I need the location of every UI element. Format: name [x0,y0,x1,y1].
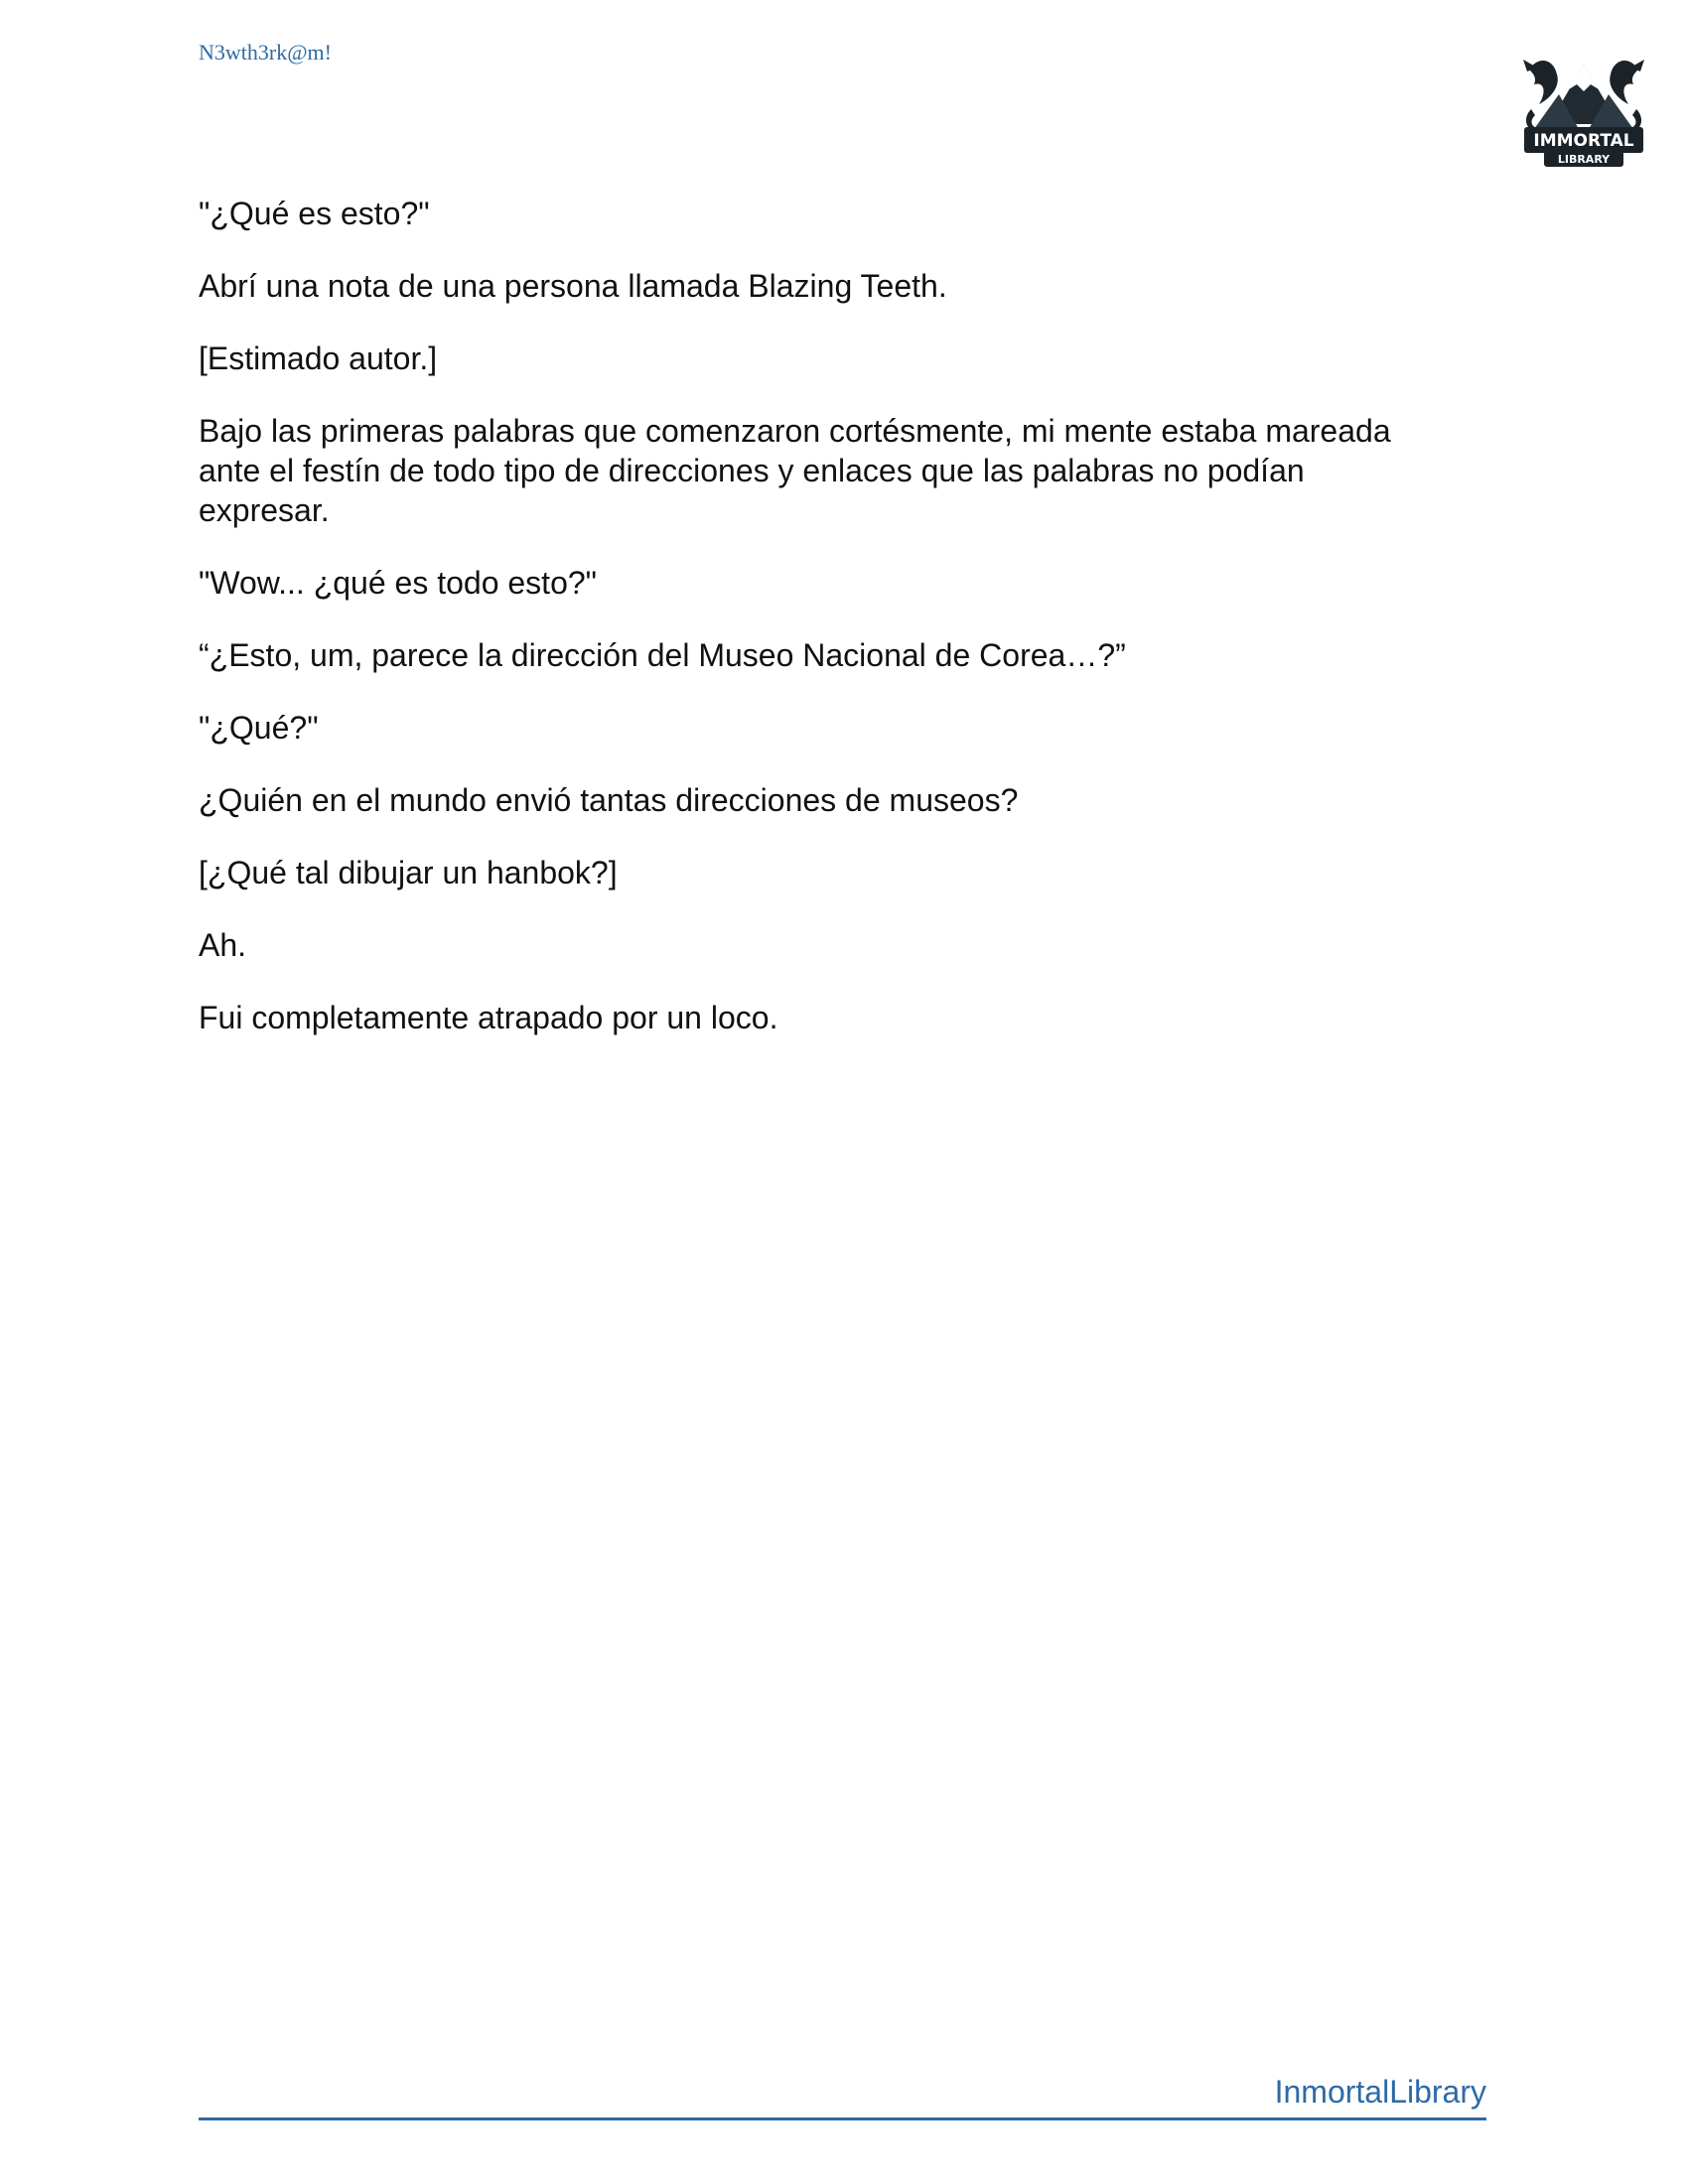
paragraph: Ah. [199,927,247,963]
paragraph: Fui completamente atrapado por un loco. [199,1000,778,1035]
immortal-library-logo [1509,30,1658,179]
paragraph: "¿Qué es esto?" [199,196,430,231]
logo-text-line1: IMMORTAL [1533,131,1634,151]
dragon-mountain-emblem-icon [1509,30,1658,179]
paragraph: Abrí una nota de una persona llamada Blazing Teeth. [199,268,947,304]
paragraph: “¿Esto, um, parece la dirección del Museo Nacional de Corea…?” [199,637,1126,673]
footer-site-link[interactable]: InmortalLibrary [1274,2074,1486,2110]
logo-text-line2: LIBRARY [1557,153,1611,166]
paragraph: "¿Qué?" [199,710,319,746]
paragraph: "Wow... ¿qué es todo esto?" [199,565,598,601]
paragraph: [¿Qué tal dibujar un hanbok?] [199,855,618,890]
paragraph: [Estimado autor.] [199,341,438,376]
header-watermark: N3wth3rk@m! [199,40,332,65]
page-footer [199,2070,1486,2120]
paragraph: ¿Quién en el mundo envió tantas direcciones de museos? [199,782,1019,818]
chapter-body [199,194,1489,1070]
paragraph: Bajo las primeras palabras que comenzaron cortésmente, mi mente estaba mareada ante el festín de todo tipo de direcciones y enlaces que las palabras no podían expresar. [199,413,1391,528]
